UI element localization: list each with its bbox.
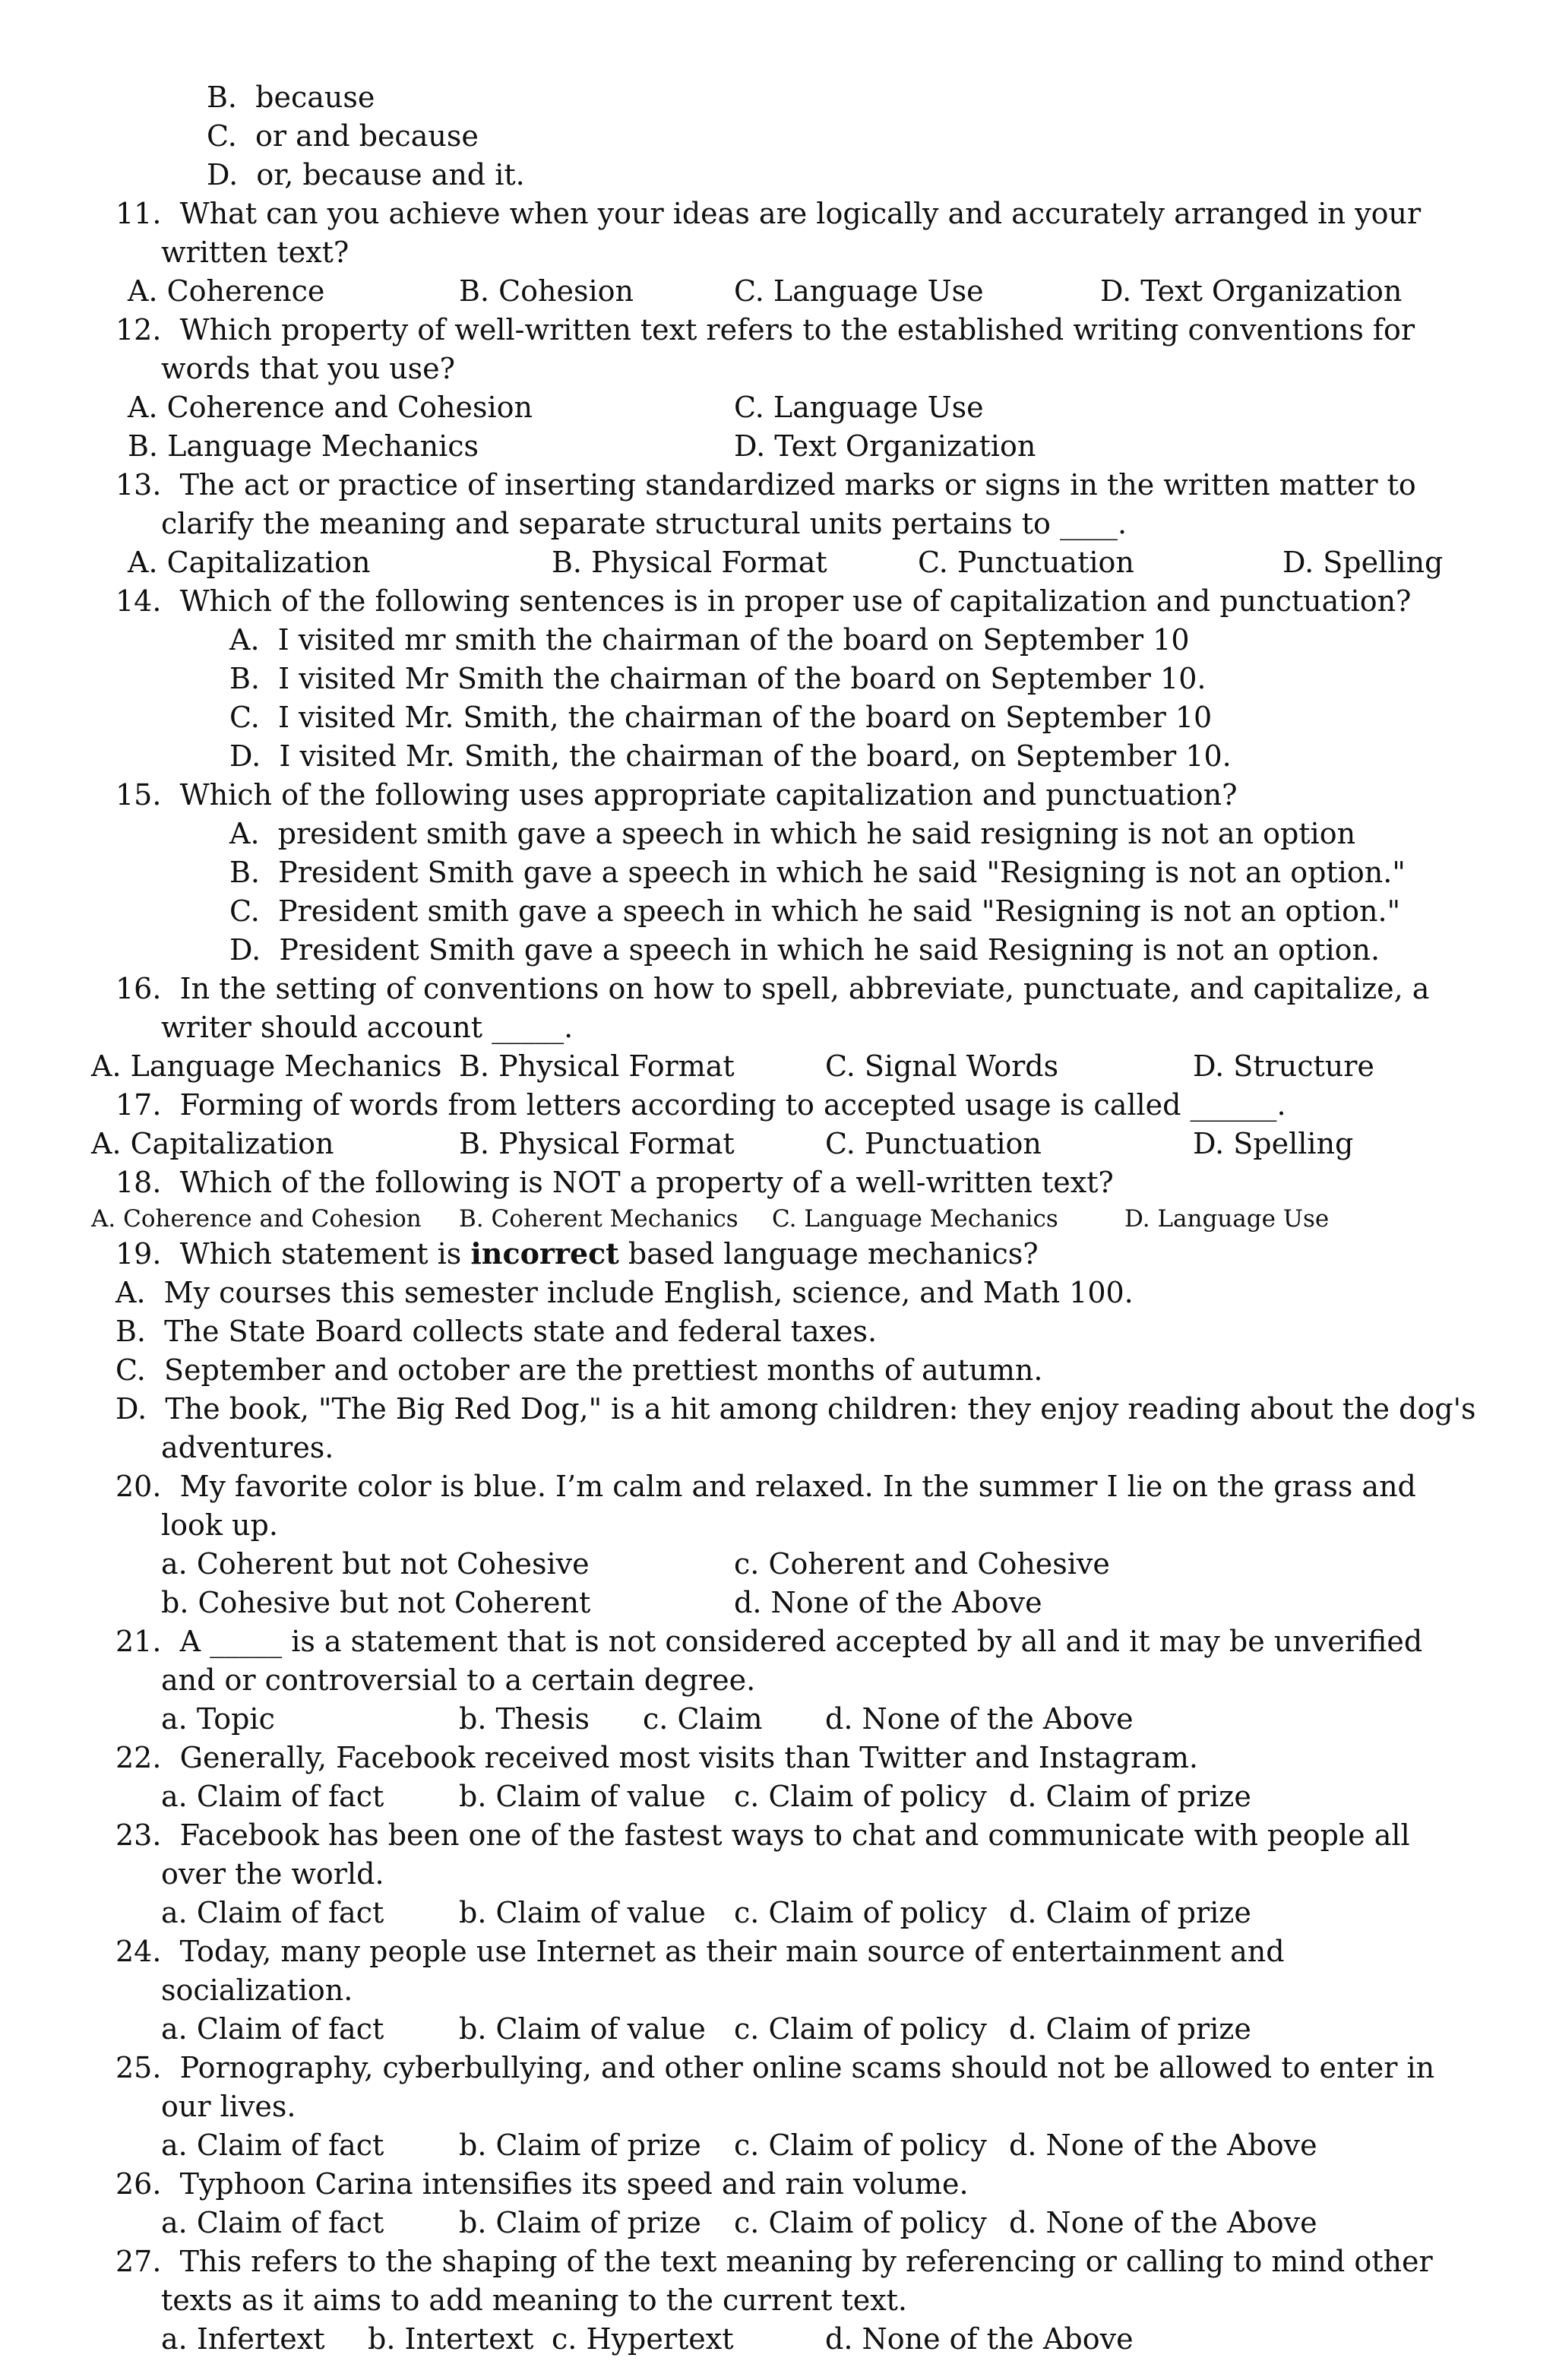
question-19-emphasis: incorrect — [470, 1236, 619, 1271]
q14-option-b: B. I visited Mr Smith the chairman of the board on September 10. — [229, 662, 1207, 695]
q25-option-b: b. Claim of prize — [459, 2128, 701, 2162]
q18-option-a: A. Coherence and Cohesion — [91, 1205, 422, 1233]
question-22: 22. Generally, Facebook received most visits than Twitter and Instagram. — [115, 1741, 1198, 1774]
question-13: 13. The act or practice of inserting standardized marks or signs in the written matter to — [115, 468, 1416, 502]
question-21: 21. A _____ is a statement that is not considered accepted by all and it may be unverified — [115, 1625, 1423, 1658]
q27-option-b: b. Intertext — [368, 2322, 534, 2356]
option-d: D. or, because and it. — [207, 158, 525, 191]
option-b: B. because — [207, 81, 375, 114]
question-13-cont: clarify the meaning and separate structural units pertains to ____. — [161, 507, 1127, 540]
question-12-cont: words that you use? — [161, 352, 455, 385]
q22-option-d: d. Claim of prize — [1009, 1780, 1251, 1813]
question-12: 12. Which property of well-written text refers to the established writing conventions for — [115, 313, 1415, 347]
question-25-cont: our lives. — [161, 2090, 296, 2123]
q17-option-d: D. Spelling — [1193, 1127, 1354, 1160]
q24-option-d: d. Claim of prize — [1009, 2012, 1251, 2046]
q20-option-d: d. None of the Above — [734, 1586, 1042, 1619]
q24-option-c: c. Claim of policy — [734, 2012, 987, 2046]
q15-option-a: A. president smith gave a speech in which he said resigning is not an option — [229, 817, 1356, 850]
question-25: 25. Pornography, cyberbullying, and other online scams should not be allowed to enter in — [115, 2051, 1435, 2084]
q16-option-d: D. Structure — [1193, 1049, 1374, 1083]
question-20-cont: look up. — [161, 1508, 278, 1542]
q11-option-a: A. Coherence — [128, 274, 325, 308]
q25-option-d: d. None of the Above — [1009, 2128, 1317, 2162]
q27-option-a: a. Infertext — [161, 2322, 325, 2356]
question-17: 17. Forming of words from letters according to accepted usage is called ______. — [115, 1088, 1286, 1122]
q20-option-b: b. Cohesive but not Coherent — [161, 1586, 591, 1619]
q26-option-a: a. Claim of fact — [161, 2206, 384, 2239]
question-19 — [115, 1236, 1039, 1272]
q24-option-a: a. Claim of fact — [161, 2012, 384, 2046]
q13-option-a: A. Capitalization — [128, 546, 371, 579]
q21-option-a: a. Topic — [161, 1702, 275, 1736]
q11-option-c: C. Language Use — [734, 274, 984, 308]
question-11-cont: written text? — [161, 236, 349, 269]
q19-option-b: B. The State Board collects state and federal taxes. — [115, 1315, 878, 1348]
q21-option-c: c. Claim — [643, 1702, 763, 1736]
q12-option-a: A. Coherence and Cohesion — [128, 391, 533, 424]
q23-option-c: c. Claim of policy — [734, 1896, 987, 1929]
q18-option-d: D. Language Use — [1124, 1205, 1330, 1233]
q24-option-b: b. Claim of value — [459, 2012, 706, 2046]
q19-option-d: D. The book, "The Big Red Dog," is a hit among children: they enjoy reading about the dog's — [115, 1392, 1476, 1426]
question-24: 24. Today, many people use Internet as their main source of entertainment and — [115, 1935, 1285, 1968]
option-c: C. or and because — [207, 119, 479, 153]
q14-option-d: D. I visited Mr. Smith, the chairman of the board, on September 10. — [229, 739, 1232, 773]
q11-option-b: B. Cohesion — [459, 274, 634, 308]
q16-option-b: B. Physical Format — [459, 1049, 735, 1083]
question-16: 16. In the setting of conventions on how to spell, abbreviate, punctuate, and capitalize, a — [115, 972, 1430, 1005]
q21-option-b: b. Thesis — [459, 1702, 590, 1736]
q19-option-a: A. My courses this semester include English, science, and Math 100. — [115, 1276, 1134, 1309]
q19-option-c: C. September and october are the prettiest months of autumn. — [115, 1353, 1043, 1387]
q12-option-c: C. Language Use — [734, 391, 984, 424]
q15-option-d: D. President Smith gave a speech in which he said Resigning is not an option. — [229, 933, 1380, 967]
q22-option-c: c. Claim of policy — [734, 1780, 987, 1813]
q20-option-c: c. Coherent and Cohesive — [734, 1547, 1110, 1581]
q11-option-d: D. Text Organization — [1100, 274, 1403, 308]
q23-option-b: b. Claim of value — [459, 1896, 706, 1929]
q21-option-d: d. None of the Above — [825, 1702, 1134, 1736]
q13-option-c: C. Punctuation — [918, 546, 1134, 579]
q27-option-d: d. None of the Above — [825, 2322, 1134, 2356]
q26-option-d: d. None of the Above — [1009, 2206, 1317, 2239]
q26-option-b: b. Claim of prize — [459, 2206, 701, 2239]
q17-option-c: C. Punctuation — [825, 1127, 1042, 1160]
question-19-text: 19. Which statement is — [115, 1237, 471, 1271]
q17-option-b: B. Physical Format — [459, 1127, 735, 1160]
question-19-text-end: based language mechanics? — [618, 1237, 1039, 1271]
q19-option-d-cont: adventures. — [161, 1431, 334, 1464]
q16-option-a: A. Language Mechanics — [91, 1049, 442, 1083]
q12-option-d: D. Text Organization — [734, 429, 1036, 463]
q23-option-d: d. Claim of prize — [1009, 1896, 1251, 1929]
question-15: 15. Which of the following uses appropriate capitalization and punctuation? — [115, 778, 1238, 812]
q14-option-c: C. I visited Mr. Smith, the chairman of the board on September 10 — [229, 701, 1213, 734]
question-21-cont: and or controversial to a certain degree. — [161, 1663, 756, 1697]
question-23: 23. Facebook has been one of the fastest ways to chat and communicate with people all — [115, 1818, 1410, 1852]
q16-option-c: C. Signal Words — [825, 1049, 1059, 1083]
question-14: 14. Which of the following sentences is in proper use of capitalization and punctuation? — [115, 584, 1412, 618]
q18-option-b: B. Coherent Mechanics — [459, 1205, 738, 1233]
q25-option-a: a. Claim of fact — [161, 2128, 384, 2162]
q14-option-a: A. I visited mr smith the chairman of the board on September 10 — [229, 623, 1190, 657]
question-20: 20. My favorite color is blue. I’m calm and relaxed. In the summer I lie on the grass and — [115, 1470, 1416, 1503]
question-11: 11. What can you achieve when your ideas are logically and accurately arranged in your — [115, 197, 1422, 230]
question-18: 18. Which of the following is NOT a property of a well-written text? — [115, 1166, 1114, 1199]
q12-option-b: B. Language Mechanics — [128, 429, 479, 463]
question-24-cont: socialization. — [161, 1973, 353, 2007]
q23-option-a: a. Claim of fact — [161, 1896, 384, 1929]
q22-option-b: b. Claim of value — [459, 1780, 706, 1813]
question-27-cont: texts as it aims to add meaning to the current text. — [161, 2283, 907, 2317]
question-27: 27. This refers to the shaping of the text meaning by referencing or calling to mind other — [115, 2245, 1433, 2278]
q25-option-c: c. Claim of policy — [734, 2128, 987, 2162]
q22-option-a: a. Claim of fact — [161, 1780, 384, 1813]
q20-option-a: a. Coherent but not Cohesive — [161, 1547, 590, 1581]
q15-option-c: C. President smith gave a speech in which he said "Resigning is not an option." — [229, 894, 1401, 928]
question-16-cont: writer should account _____. — [161, 1011, 574, 1044]
q15-option-b: B. President Smith gave a speech in which he said "Resigning is not an option." — [229, 856, 1406, 889]
q13-option-d: D. Spelling — [1282, 546, 1444, 579]
q13-option-b: B. Physical Format — [552, 546, 827, 579]
q18-option-c: C. Language Mechanics — [772, 1205, 1058, 1233]
q27-option-c: c. Hypertext — [552, 2322, 734, 2356]
q17-option-a: A. Capitalization — [91, 1127, 334, 1160]
q26-option-c: c. Claim of policy — [734, 2206, 987, 2239]
question-23-cont: over the world. — [161, 1857, 384, 1891]
question-26: 26. Typhoon Carina intensifies its speed and rain volume. — [115, 2167, 969, 2201]
